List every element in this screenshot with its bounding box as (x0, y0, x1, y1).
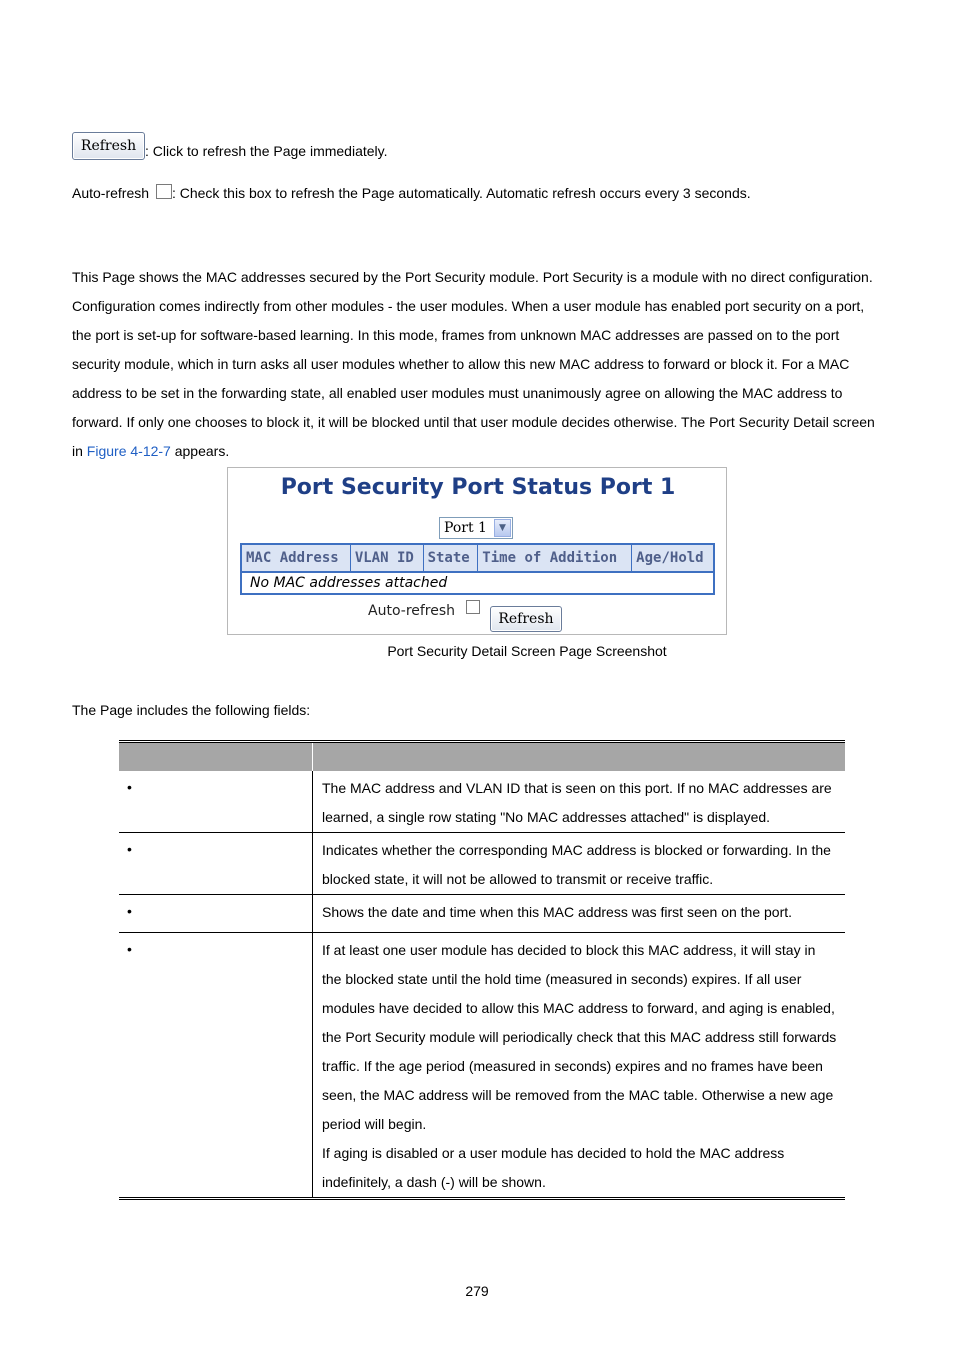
bullet: • (127, 941, 132, 957)
col-mac-address: MAC Address (241, 544, 350, 572)
table-row (119, 933, 845, 1199)
bullet: • (127, 779, 132, 795)
chevron-down-icon[interactable]: ▼ (494, 519, 511, 537)
screenshot-autorefresh (368, 600, 562, 632)
screenshot-autorefresh-label: Auto-refresh (368, 603, 456, 619)
screenshot-refresh-button[interactable]: Refresh (490, 606, 562, 632)
col-vlan-id: VLAN ID (350, 544, 423, 572)
fields-table (119, 740, 845, 1200)
col-age-hold: Age/Hold (632, 544, 714, 572)
port-status-screenshot (227, 467, 727, 635)
fields-table-header (119, 742, 845, 772)
intro-text: This Page shows the MAC addresses secured by the Port Security module. Port Security is a module with no direct configuration. Configuration comes indirectly from other modules - the user modules. When a user module has enabled port security on a port, the port is set-up for software-based learning. In this mode, frames from unknown MAC addresses are passed on to the port security module, which in turn asks all user modules whether to allow this new MAC address to forward or block it. For a MAC address to be set in the forwarding state, all enabled user modules must unanimously agree on allowing the MAC address to forward. If only one chooses to block it, it will be blocked until that user module decides otherwise. The Port Security Detail screen in (72, 269, 875, 459)
field-description: Indicates whether the corresponding MAC address is blocked or forwarding. In the blocked state, it will not be allowed to transmit or receive traffic. (322, 842, 831, 887)
bullet: • (127, 903, 132, 919)
figure-caption: Port Security Detail Screen Page Screenshot (387, 643, 667, 659)
refresh-button[interactable]: Refresh (72, 132, 145, 160)
empty-row: No MAC addresses attached (250, 575, 448, 591)
intro-paragraph (72, 263, 887, 466)
refresh-help-line (72, 132, 388, 160)
autorefresh-help-line (72, 180, 751, 206)
field-description-extra: If aging is disabled or a user module has decided to hold the MAC address indefinitely, a dash (-) will be shown. (322, 1145, 785, 1190)
screenshot-autorefresh-checkbox[interactable] (466, 600, 480, 614)
header-description-cell (313, 742, 846, 772)
port-select-value: Port 1 (444, 520, 487, 536)
field-description: Shows the date and time when this MAC address was first seen on the port. (322, 904, 793, 920)
screenshot-title: Port Security Port Status Port 1 (280, 475, 676, 500)
page-number: 279 (465, 1283, 489, 1299)
table-row (119, 895, 845, 933)
field-description: The MAC address and VLAN ID that is seen on this port. If no MAC addresses are learned, a single row stating "No MAC addresses attached" is displayed. (322, 780, 832, 825)
refresh-description: : Click to refresh the Page immediately. (145, 143, 388, 159)
col-time-of-addition: Time of Addition (478, 544, 632, 572)
fields-intro: The Page includes the following fields: (72, 702, 311, 718)
autorefresh-description: : Check this box to refresh the Page automatically. Automatic refresh occurs every 3 seconds. (171, 185, 751, 201)
figure-link[interactable]: Figure 4-12-7 (86, 443, 171, 459)
bullet: • (127, 841, 132, 857)
intro-tail: appears. (170, 443, 230, 459)
table-row (119, 771, 845, 833)
col-state: State (423, 544, 478, 572)
table-row (119, 833, 845, 895)
mac-status-table (240, 543, 715, 595)
autorefresh-label: Auto-refresh (72, 185, 150, 201)
header-object-cell (119, 742, 313, 772)
autorefresh-checkbox[interactable] (156, 184, 172, 199)
field-description: If at least one user module has decided to block this MAC address, it will stay in the blocked state until the hold time (measured in seconds) expires. If all user modules have decided to allow this MAC address to forward, and aging is enabled, the Port Security module will periodically check that this MAC address still forwards traffic. If the age period (measured in seconds) expires and no frames have been seen, the MAC address will be removed from the MAC table. Otherwise a new age period will begin. (322, 942, 837, 1132)
port-select[interactable] (439, 517, 513, 539)
